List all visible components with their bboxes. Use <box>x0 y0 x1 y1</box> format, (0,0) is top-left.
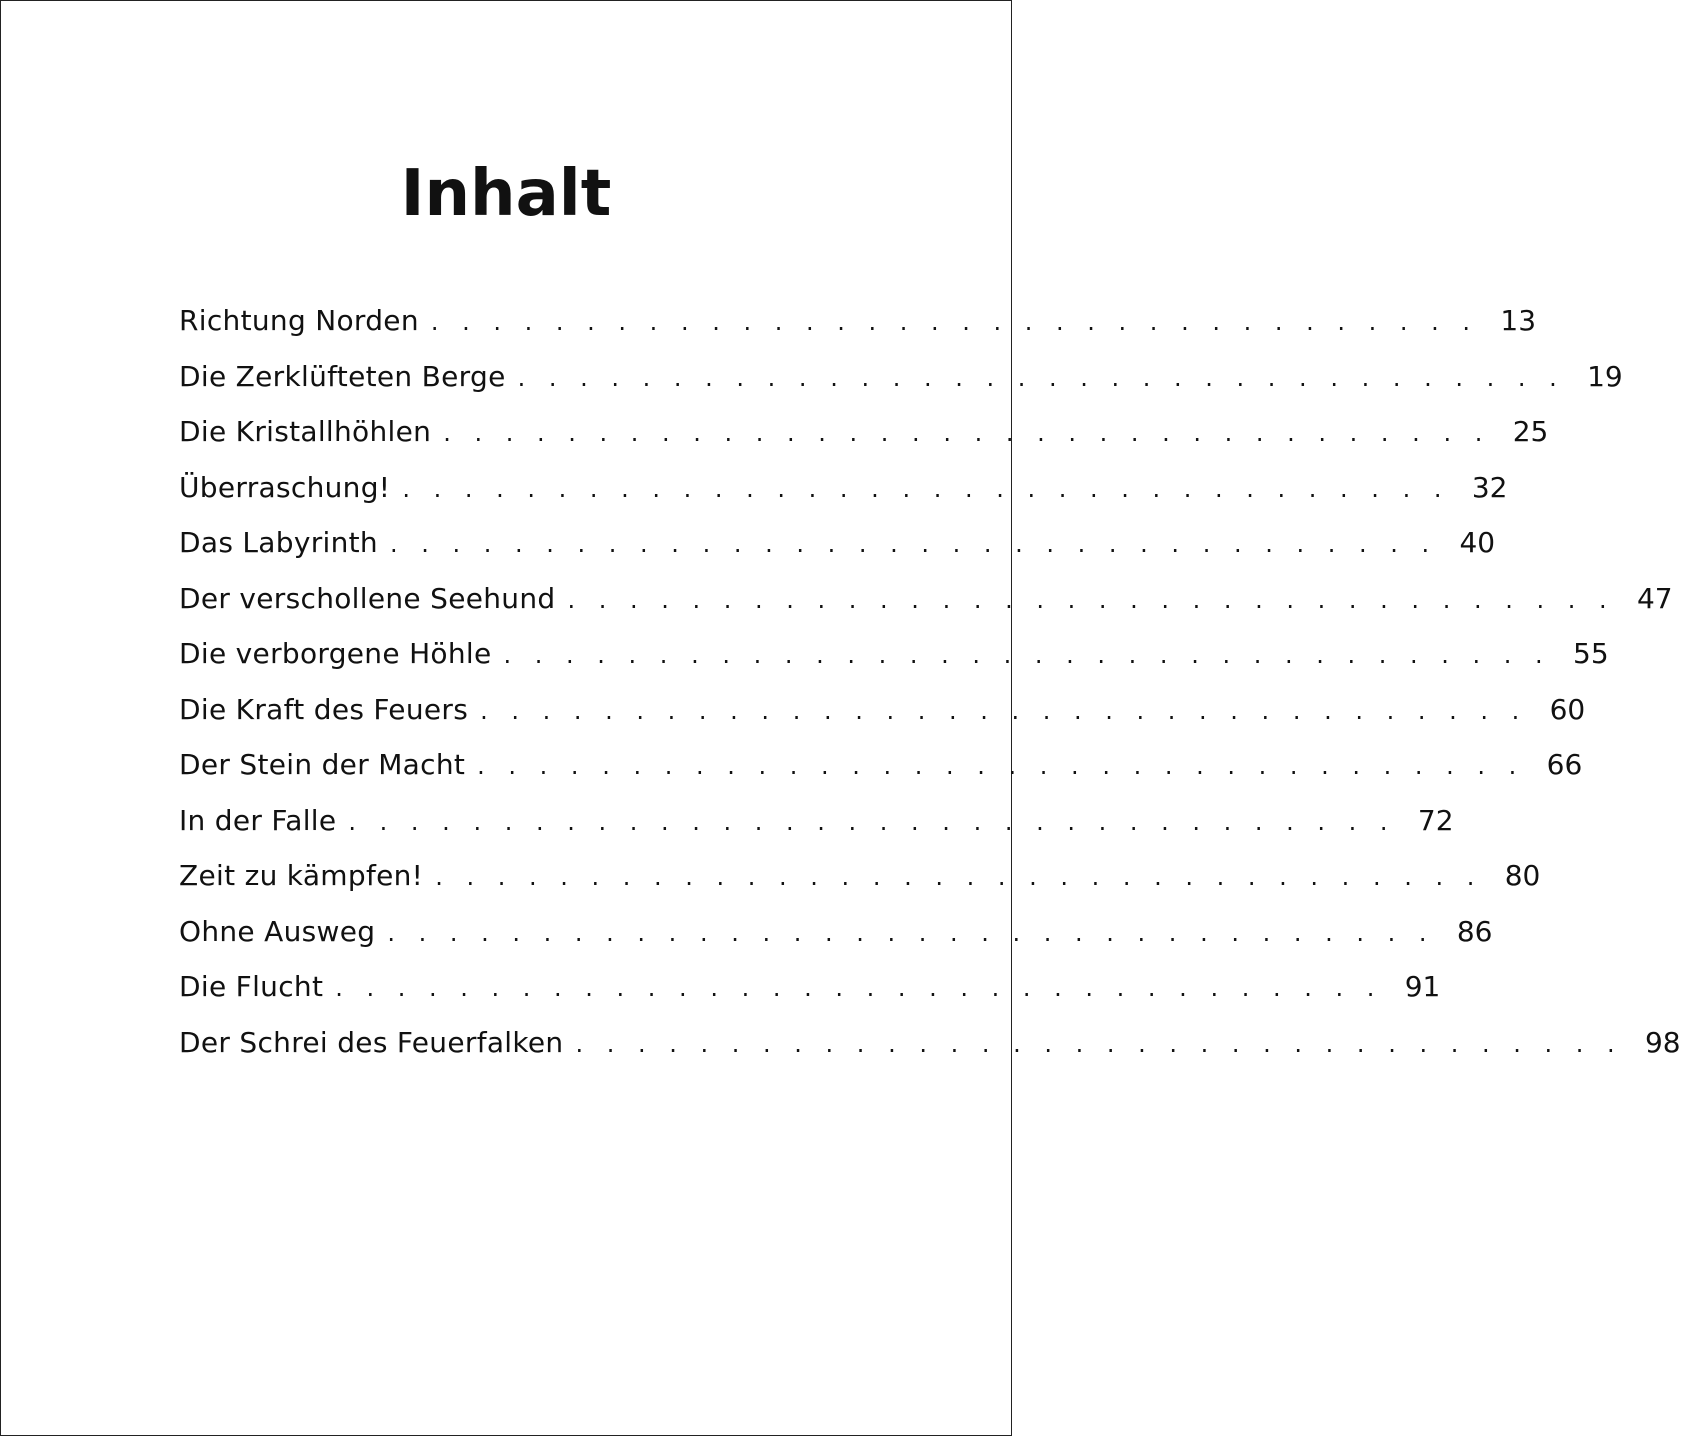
toc-entry-14 <box>179 1015 1681 1071</box>
toc-entry-8 <box>179 682 1586 738</box>
dot-leader: . . . . . . . . . . . . . . . . . . . . . . . . . . . . . . . . . . <box>348 807 1396 836</box>
toc-entry-13 <box>179 959 1441 1015</box>
dot-leader: . . . . . . . . . . . . . . . . . . . . . . . . . . . . . . . . . . <box>402 474 1450 503</box>
dot-leader: . . . . . . . . . . . . . . . . . . . . . . . . . . . . . . . . . . <box>480 696 1528 725</box>
toc-entry-page-number: 66 <box>1546 748 1583 781</box>
dot-leader: . . . . . . . . . . . . . . . . . . . . . . . . . . . . . . . . . . <box>443 419 1491 447</box>
dot-leader: . . . . . . . . . . . . . . . . . . . . . . . . . . . . . . . . . . <box>517 363 1565 392</box>
toc-entry-page-number: 47 <box>1636 581 1673 615</box>
dot-leader: . . . . . . . . . . . . . . . . . . . . . . . . . . . . . . . . . . <box>567 585 1615 614</box>
dot-leader: . . . . . . . . . . . . . . . . . . . . . . . . . . . . . . . . . . <box>335 974 1383 1002</box>
toc-entry-page-number: 60 <box>1549 692 1586 726</box>
toc-entry-page-number: 55 <box>1573 637 1609 670</box>
toc-entry-3 <box>179 404 1549 460</box>
toc-entry-page-number: 19 <box>1587 359 1623 393</box>
toc-entry-title: Richtung Norden <box>179 304 419 337</box>
toc-entry-page-number: 72 <box>1417 803 1454 837</box>
toc-entry-title: Die Flucht <box>179 970 324 1003</box>
toc-entry-page-number: 86 <box>1456 914 1493 948</box>
toc-entry-title: Die Kraft des Feuers <box>179 692 469 726</box>
toc-entry-7 <box>179 626 1609 682</box>
toc-entry-12 <box>179 904 1493 960</box>
dot-leader: . . . . . . . . . . . . . . . . . . . . . . . . . . . . . . . . . . <box>389 530 1438 558</box>
toc-entry-title: Der Schrei des Feuerfalken <box>179 1025 564 1059</box>
toc-entry-page-number: 80 <box>1504 859 1541 892</box>
toc-entry-page-number: 98 <box>1644 1025 1681 1059</box>
toc-entry-title: Die Zerklüfteten Berge <box>179 359 506 393</box>
toc-entry-title: Ohne Ausweg <box>179 914 376 948</box>
toc-entry-title: Das Labyrinth <box>179 526 378 559</box>
dot-leader: . . . . . . . . . . . . . . . . . . . . . . . . . . . . . . . . . . <box>430 308 1479 336</box>
toc-entry-title: Der verschollene Seehund <box>179 581 556 615</box>
toc-entry-title: Zeit zu kämpfen! <box>179 859 424 892</box>
toc-entry-title: In der Falle <box>179 803 337 837</box>
toc-entry-title: Überraschung! <box>179 470 391 504</box>
toc-entry-5 <box>179 515 1496 571</box>
dot-leader: . . . . . . . . . . . . . . . . . . . . . . . . . . . . . . . . . . <box>435 863 1483 891</box>
toc-entry-11 <box>179 848 1541 904</box>
toc-entry-page-number: 13 <box>1500 304 1537 337</box>
dot-leader: . . . . . . . . . . . . . . . . . . . . . . . . . . . . . . . . . . <box>503 641 1551 669</box>
toc-entry-4 <box>179 460 1508 516</box>
toc-entry-1 <box>179 293 1537 349</box>
toc-entry-page-number: 40 <box>1459 526 1496 559</box>
toc-entry-title: Die Kristallhöhlen <box>179 415 432 448</box>
toc-entry-title: Der Stein der Macht <box>179 748 466 781</box>
toc-entry-page-number: 32 <box>1471 470 1508 504</box>
toc-entry-6 <box>179 571 1673 627</box>
dot-leader: . . . . . . . . . . . . . . . . . . . . . . . . . . . . . . . . . . <box>575 1029 1623 1058</box>
toc-entry-10 <box>179 793 1454 849</box>
table-of-contents <box>179 293 1681 1070</box>
page-title: Inhalt <box>400 156 612 231</box>
toc-entry-2 <box>179 349 1623 405</box>
toc-entry-title: Die verborgene Höhle <box>179 637 492 670</box>
toc-entry-page-number: 25 <box>1512 415 1549 448</box>
toc-entry-page-number: 91 <box>1404 970 1441 1003</box>
dot-leader: . . . . . . . . . . . . . . . . . . . . . . . . . . . . . . . . . . <box>387 918 1435 947</box>
toc-entry-9 <box>179 737 1583 793</box>
dot-leader: . . . . . . . . . . . . . . . . . . . . . . . . . . . . . . . . . . <box>477 752 1525 780</box>
